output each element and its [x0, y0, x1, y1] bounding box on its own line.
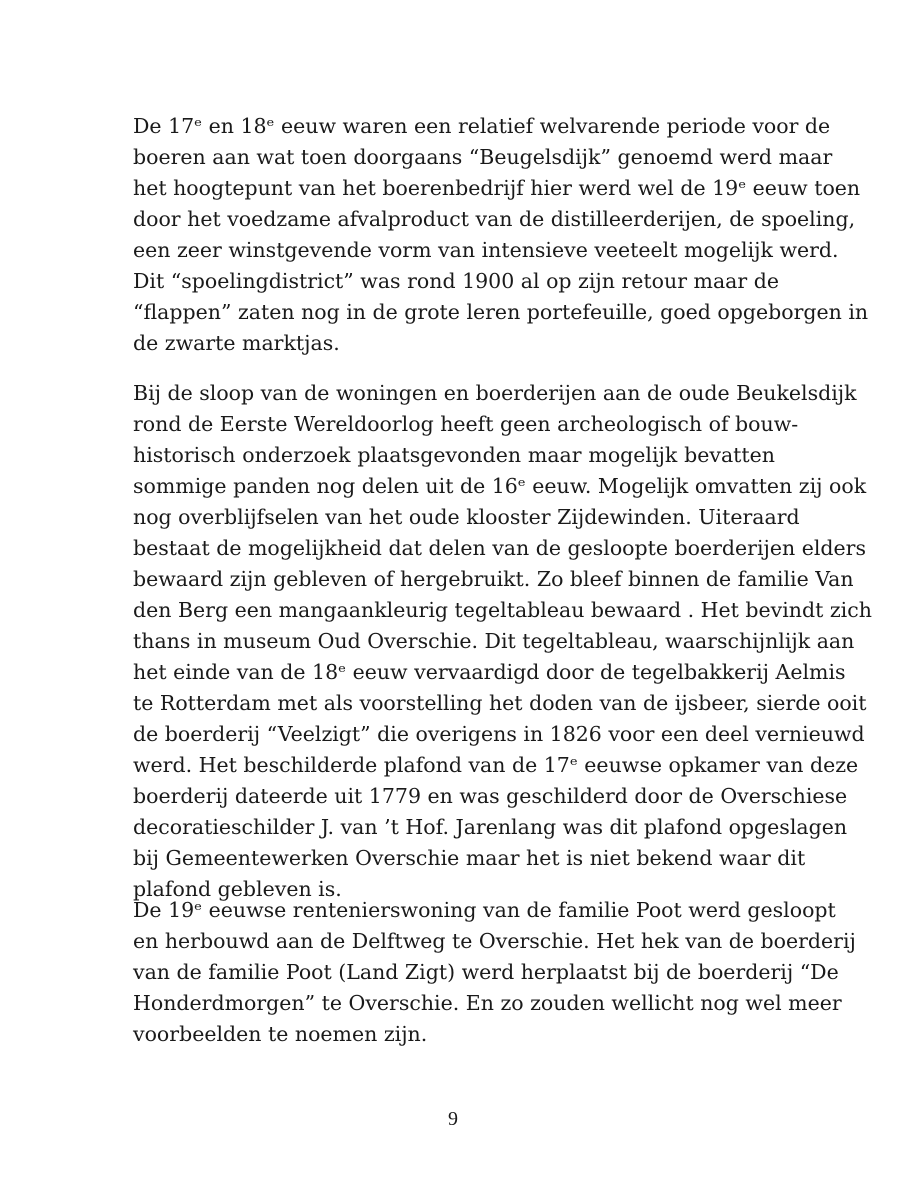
paragraph-text: [133, 895, 856, 1050]
text-line: de boerderij “Veelzigt” die overigens in 1826 voor een deel vernieuwd: [133, 722, 865, 746]
text-line: Honderdmorgen” te Overschie. En zo zouden wellicht nog wel meer: [133, 991, 842, 1015]
text-line: plafond gebleven is.: [133, 877, 342, 901]
text-line: voorbeelden te noemen zijn.: [133, 1022, 428, 1046]
text-line: Dit “spoelingdistrict” was rond 1900 al op zijn retour maar de: [133, 269, 779, 293]
text-line: “flappen” zaten nog in de grote leren portefeuille, goed opgeborgen in: [133, 300, 869, 324]
text-line: de zwarte marktjas.: [133, 331, 340, 355]
paragraph-2: [133, 378, 872, 905]
text-line: van de familie Poot (Land Zigt) werd herplaatst bij de boerderij “De: [133, 960, 839, 984]
text-line: bestaat de mogelijkheid dat delen van de gesloopte boerderijen elders: [133, 536, 866, 560]
text-line: het einde van de 18ᵉ eeuw vervaardigd door de tegelbakkerij Aelmis: [133, 660, 846, 684]
text-line: nog overblijfselen van het oude klooster Zijdewinden. Uiteraard: [133, 505, 800, 529]
paragraph-1: [133, 111, 869, 359]
text-line: het hoogtepunt van het boerenbedrijf hier werd wel de 19ᵉ eeuw toen: [133, 176, 861, 200]
text-line: Bij de sloop van de woningen en boerderijen aan de oude Beukelsdijk: [133, 381, 857, 405]
text-line: De 17ᵉ en 18ᵉ eeuw waren een relatief welvarende periode voor de: [133, 114, 831, 138]
text-line: werd. Het beschilderde plafond van de 17ᵉ eeuwse opkamer van deze: [133, 753, 859, 777]
text-line: bij Gemeentewerken Overschie maar het is niet bekend waar dit: [133, 846, 806, 870]
page-number: 9: [448, 1108, 458, 1130]
text-line: bewaard zijn gebleven of hergebruikt. Zo bleef binnen de familie Van: [133, 567, 854, 591]
text-line: De 19ᵉ eeuwse rentenierswoning van de familie Poot werd gesloopt: [133, 898, 836, 922]
text-line: en herbouwd aan de Delftweg te Overschie. Het hek van de boerderij: [133, 929, 856, 953]
text-line: historisch onderzoek plaatsgevonden maar mogelijk bevatten: [133, 443, 775, 467]
text-line: een zeer winstgevende vorm van intensieve veeteelt mogelijk werd.: [133, 238, 839, 262]
text-line: thans in museum Oud Overschie. Dit tegeltableau, waarschijnlijk aan: [133, 629, 855, 653]
text-line: boerderij dateerde uit 1779 en was geschilderd door de Overschiese: [133, 784, 848, 808]
paragraph-text: [133, 378, 872, 905]
text-line: te Rotterdam met als voorstelling het doden van de ijsbeer, sierde ooit: [133, 691, 867, 715]
text-line: den Berg een mangaankleurig tegeltableau bewaard . Het bevindt zich: [133, 598, 872, 622]
text-line: door het voedzame afvalproduct van de distilleerderijen, de spoeling,: [133, 207, 856, 231]
text-line: decoratieschilder J. van ’t Hof. Jarenlang was dit plafond opgeslagen: [133, 815, 848, 839]
text-line: rond de Eerste Wereldoorlog heeft geen archeologisch of bouw-: [133, 412, 799, 436]
paragraph-3: [133, 895, 856, 1050]
paragraph-text: [133, 111, 869, 359]
text-line: sommige panden nog delen uit de 16ᵉ eeuw. Mogelijk omvatten zij ook: [133, 474, 867, 498]
text-line: boeren aan wat toen doorgaans “Beugelsdijk” genoemd werd maar: [133, 145, 833, 169]
